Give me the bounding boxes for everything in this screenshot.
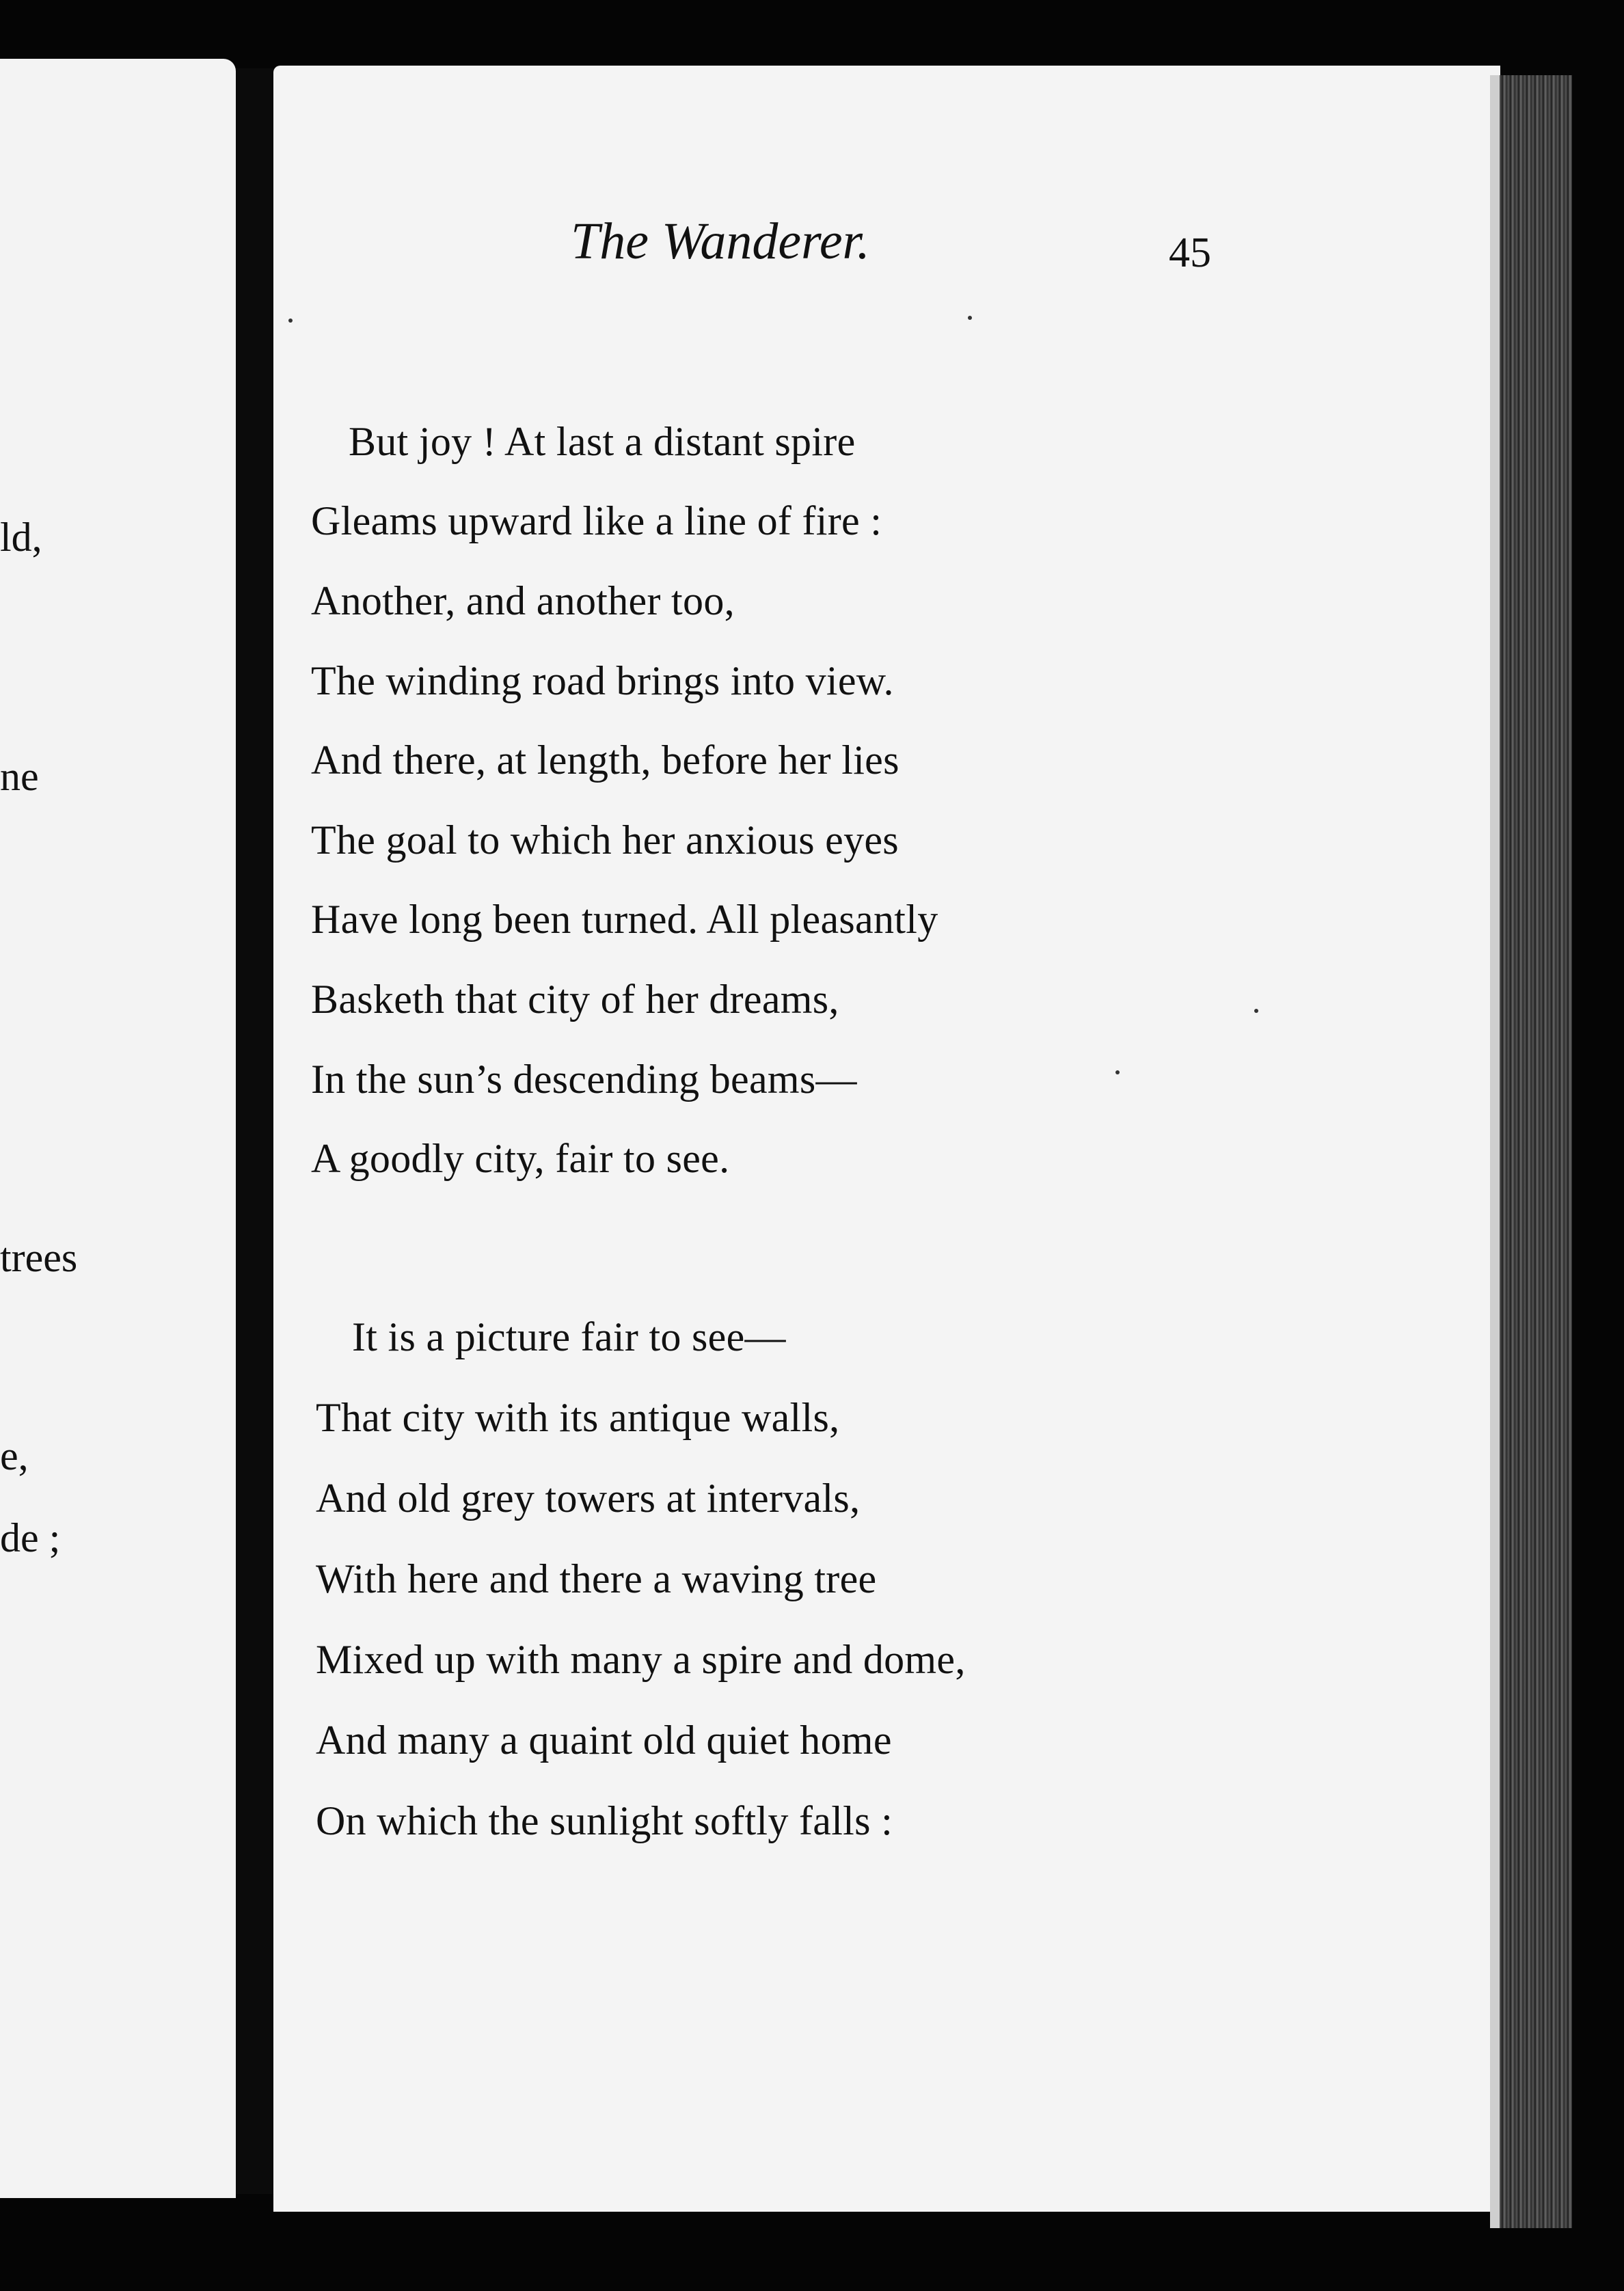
verse-line: Basketh that city of her dreams, — [311, 977, 839, 1022]
verse-line: Have long been turned. All pleasantly — [311, 897, 938, 942]
verse-line: With here and there a waving tree — [316, 1556, 877, 1601]
print-speck — [1254, 1009, 1258, 1013]
left-page-text-fragment: ld, — [0, 515, 42, 560]
verse-line: In the sun’s descending beams— — [311, 1057, 857, 1102]
verse-line: And old grey towers at intervals, — [316, 1476, 861, 1521]
verse-line: Mixed up with many a spire and dome, — [316, 1637, 966, 1682]
left-page-text-fragment: de ; — [0, 1515, 61, 1560]
print-speck — [288, 318, 293, 323]
verse-line: A goodly city, fair to see. — [311, 1136, 730, 1181]
page-fore-edge-highlight — [1490, 75, 1500, 2228]
verse-line: And many a quaint old quiet home — [316, 1718, 892, 1763]
running-title: The Wanderer. — [571, 213, 870, 270]
left-page-text-fragment: e, — [0, 1433, 29, 1478]
verse-line: It is a picture fair to see— — [352, 1314, 786, 1359]
verse-line: Gleams upward like a line of fire : — [311, 498, 882, 543]
left-page-text-fragment: trees — [0, 1235, 78, 1280]
print-speck — [1115, 1070, 1120, 1074]
previous-page-fragment — [0, 59, 236, 2198]
verse-line: That city with its antique walls, — [316, 1395, 840, 1440]
left-page-text-fragment: ne — [0, 754, 39, 799]
verse-line: The winding road brings into view. — [311, 658, 894, 703]
page-number: 45 — [1169, 230, 1211, 276]
verse-line: The goal to which her anxious eyes — [311, 817, 899, 863]
verse-line: Another, and another too, — [311, 578, 735, 623]
verse-line: On which the sunlight softly falls : — [316, 1798, 893, 1843]
page-fore-edge — [1490, 75, 1572, 2228]
print-speck — [968, 316, 972, 320]
verse-line: But joy ! At last a distant spire — [349, 419, 856, 464]
verse-line: And there, at length, before her lies — [311, 737, 899, 783]
